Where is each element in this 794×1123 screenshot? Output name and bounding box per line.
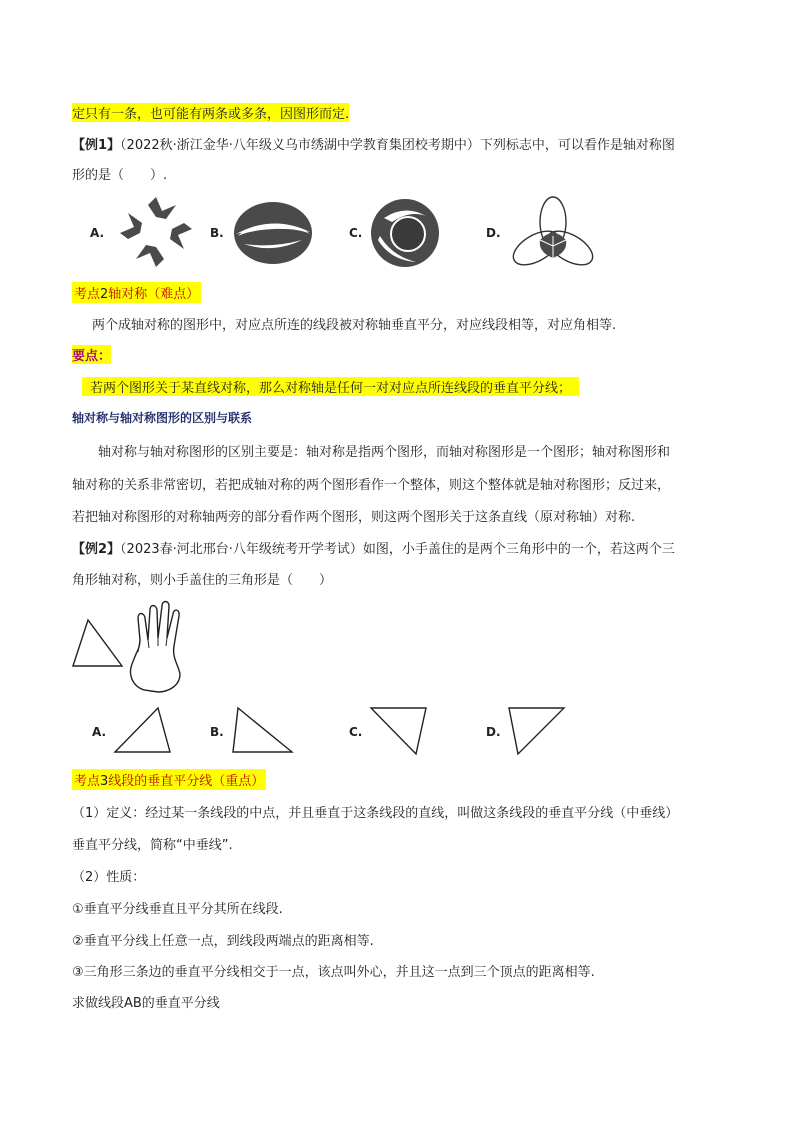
visible-triangle [73,620,122,666]
logo-a-stars-icon [116,195,196,269]
kp3-last-line: 求做线段AB的垂直平分线 [72,996,220,1011]
kp3-prop-2: ②垂直平分线上任意一点，到线段两端点的距离相等. [72,934,374,949]
example2-tag: 【例2】 [72,542,121,557]
kp2-body: 两个成轴对称的图形中，对应点所连的线段被对称轴垂直平分，对应线段相等，对应角相等. [92,318,617,333]
option-c-triangle [370,706,430,756]
intro-line: 定只有一条，也可能有两条或多条，因图形而定. [72,103,349,122]
example2-option-a: A. [92,725,107,739]
example1-question-a: 下列标志中，可以看作是轴对称图 [479,138,675,153]
kp2-num: 2 [100,287,109,302]
kp3-def-2: 垂直平分线，简称“中垂线”. [72,838,233,853]
example1-question-b: 形的是（ ）. [72,168,168,183]
example1-tag: 【例1】 [72,138,121,153]
option-b-triangle [232,706,296,754]
kp2-subheading: 轴对称与轴对称图形的区别与联系 [72,411,253,425]
kp2-heading [72,282,201,303]
example2-question-a: 如图，小手盖住的是两个三角形中的一个，若这两个三 [362,542,675,557]
triangle-hand-figure [72,600,192,694]
kp3-title: 线段的垂直平分线（重点） [108,774,265,789]
kp3-prop-label: （2）性质： [72,870,146,885]
kp2-para-2: 轴对称的关系非常密切，若把成轴对称的两个图形看作一个整体，则这个整体就是轴对称图形；反过来， [72,478,671,493]
example2-source: （2023春·河北邢台·八年级统考开学考试） [120,542,363,557]
example2-option-b: B. [210,725,224,739]
logo-c-circle-icon [370,196,440,270]
kp3-prefix: 考点 [74,774,101,789]
logo-d-trefoil-icon [510,196,596,270]
kp2-key-label: 要点： [72,345,111,364]
kp2-prefix: 考点 [74,287,101,302]
option-a-triangle [114,706,174,754]
example2-option-d: D. [486,725,501,739]
kp2-para-1: 轴对称与轴对称图形的区别主要是：轴对称是指两个图形，而轴对称图形是一个图形；轴对称图形和 [98,445,671,460]
example1-option-a: A. [90,226,105,240]
example2-line1 [72,538,675,557]
example2-question-b: 角形轴对称，则小手盖住的三角形是（ ） [72,573,333,588]
logo-b-ring-icon [232,200,314,266]
kp2-para-3: 若把轴对称图形的对称轴两旁的部分看作两个图形，则这两个图形关于这条直线（原对称轴）对称. [72,510,636,525]
kp3-heading [72,769,266,790]
kp3-num: 3 [100,774,109,789]
example1-option-c: C. [349,226,363,240]
kp2-title: 轴对称（难点） [108,287,200,302]
example1-option-b: B. [210,226,224,240]
example1-line1 [72,134,675,153]
hand-icon [131,602,181,693]
kp2-key-text: 若两个图形关于某直线对称，那么对称轴是任何一对对应点所连线段的垂直平分线； [82,377,579,396]
example2-option-c: C. [349,725,363,739]
kp3-prop-1: ①垂直平分线垂直且平分其所在线段. [72,902,283,917]
example1-option-d: D. [486,226,501,240]
example1-source: （2022秋·浙江金华·八年级义乌市绣湖中学教育集团校考期中） [120,138,480,153]
option-d-triangle [508,706,568,756]
kp3-prop-3: ③三角形三条边的垂直平分线相交于一点，该点叫外心，并且这一点到三个顶点的距离相等. [72,965,595,980]
kp3-def-1: （1）定义：经过某一条线段的中点，并且垂直于这条线段的直线，叫做这条线段的垂直平分线（中垂线） [72,806,679,821]
